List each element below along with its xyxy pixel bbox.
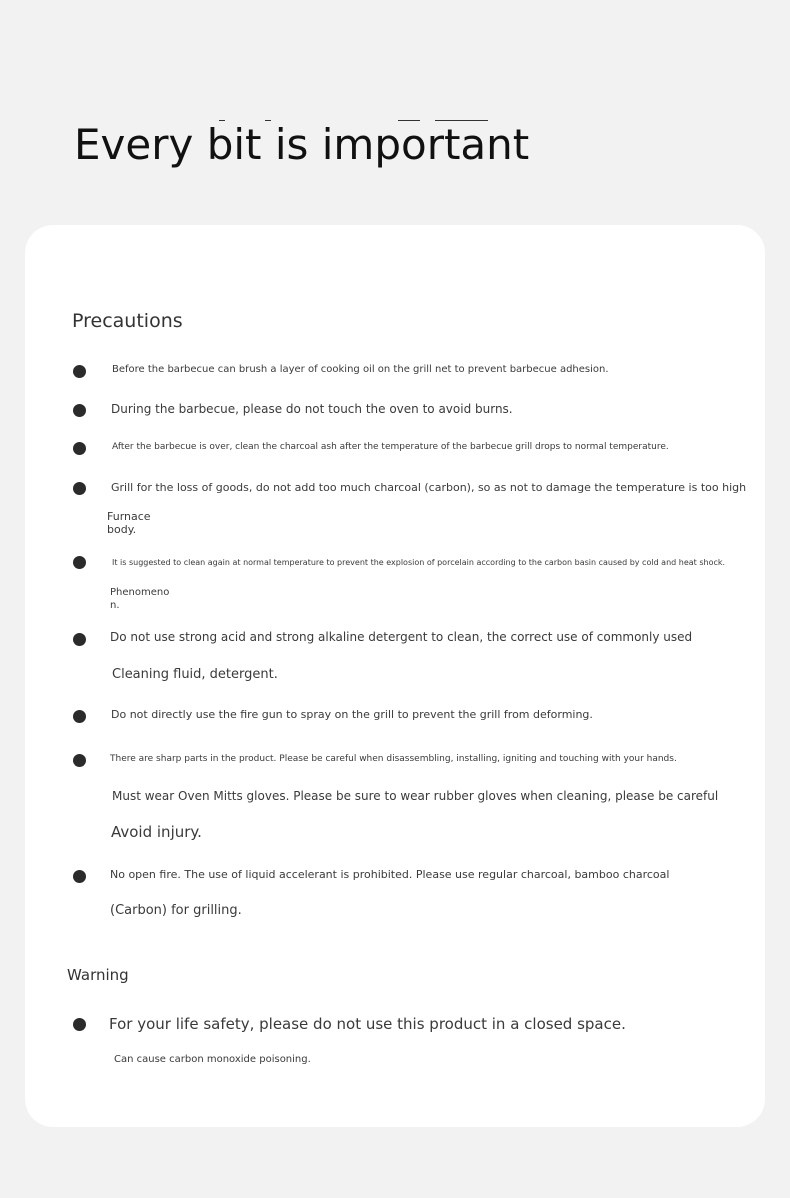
precaution-line: Before the barbecue can brush a layer of cooking oil on the grill net to prevent barbecue adhesion. <box>112 364 609 375</box>
precautions-card <box>25 225 765 1127</box>
precaution-line: Phenomeno <box>110 587 170 598</box>
bullet-icon <box>73 365 86 378</box>
bullet-icon <box>73 442 86 455</box>
precaution-line: n. <box>110 600 120 611</box>
bullet-icon <box>73 556 86 569</box>
precautions-title: Precautions <box>72 310 183 332</box>
precaution-line: It is suggested to clean again at normal temperature to prevent the explosion of porcelain according to the carbon basin caused by cold and heat shock. <box>112 558 726 567</box>
bullet-icon <box>73 870 86 883</box>
bullet-icon <box>73 754 86 767</box>
precaution-line: Furnace <box>107 510 151 523</box>
precaution-line: Do not directly use the fire gun to spray on the grill to prevent the grill from deforming. <box>111 708 593 721</box>
warning-line: For your life safety, please do not use this product in a closed space. <box>109 1015 626 1033</box>
precaution-line: During the barbecue, please do not touch the oven to avoid burns. <box>111 402 513 416</box>
page-headline: Every bit is important <box>74 120 530 169</box>
bullet-icon <box>73 710 86 723</box>
precaution-line: (Carbon) for grilling. <box>110 903 242 918</box>
warning-line: Can cause carbon monoxide poisoning. <box>114 1054 311 1065</box>
bullet-icon <box>73 482 86 495</box>
precaution-line: Grill for the loss of goods, do not add too much charcoal (carbon), so as not to damage the temperature is too high <box>111 481 747 494</box>
precaution-line: Must wear Oven Mitts gloves. Please be sure to wear rubber gloves when cleaning, please be careful <box>112 789 719 803</box>
bullet-icon <box>73 633 86 646</box>
precaution-line: Avoid injury. <box>111 823 202 841</box>
precaution-line: Cleaning fluid, detergent. <box>112 667 278 682</box>
precaution-line: After the barbecue is over, clean the charcoal ash after the temperature of the barbecue grill drops to normal temperature. <box>112 442 669 452</box>
bullet-icon <box>73 404 86 417</box>
precaution-line: body. <box>107 523 137 536</box>
warning-title: Warning <box>67 966 129 984</box>
precaution-line: Do not use strong acid and strong alkaline detergent to clean, the correct use of commonly used <box>110 630 693 644</box>
precaution-line: No open fire. The use of liquid accelerant is prohibited. Please use regular charcoal, bamboo charcoal <box>110 868 670 881</box>
precaution-line: There are sharp parts in the product. Please be careful when disassembling, installing, igniting and touching with your hands. <box>110 754 677 764</box>
bullet-icon <box>73 1018 86 1031</box>
